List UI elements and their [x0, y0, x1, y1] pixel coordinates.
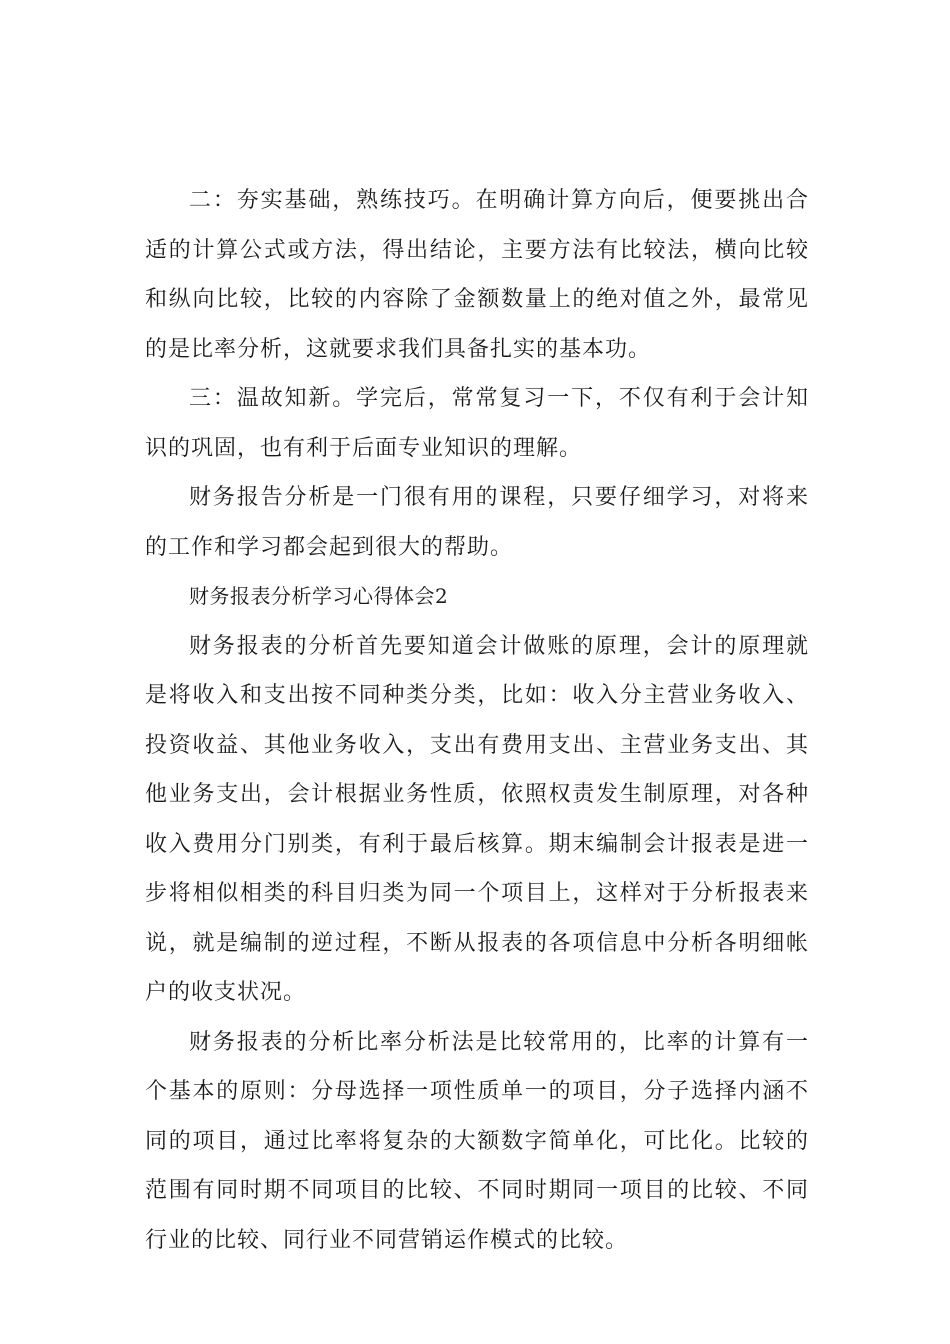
paragraph-summary: 财务报告分析是一门很有用的课程，只要仔细学习，对将来的工作和学习都会起到很大的帮助。	[145, 485, 809, 560]
document-body	[145, 176, 809, 1265]
paragraph-accounting-principle: 财务报表的分析首先要知道会计做账的原理，会计的原理就是将收入和支出按不同种类分类，比如：收入分主营业务收入、投资收益、其他业务收入，支出有费用支出、主营业务支出、其他业务支出，会计根据业务性质，依照权责发生制原理，对各种收入费用分门别类，有利于最后核算。期末编制会计报表是进一步将相似相类的科目归类为同一个项目上，这样对于分析报表来说，就是编制的逆过程，不断从报表的各项信息中分析各明细帐户的收支状况。	[145, 633, 809, 1005]
paragraph-basics: 二：夯实基础，熟练技巧。在明确计算方向后，便要挑出合适的计算公式或方法，得出结论，主要方法有比较法，横向比较和纵向比较，比较的内容除了金额数量上的绝对值之外，最常见的是比率分析，这就要求我们具备扎实的基本功。	[145, 188, 809, 362]
paragraph-review: 三：温故知新。学完后，常常复习一下，不仅有利于会计知识的巩固，也有利于后面专业知识的理解。	[145, 386, 809, 461]
section-heading: 财务报表分析学习心得体会2	[189, 584, 449, 608]
paragraph-ratio-analysis: 财务报表的分析比率分析法是比较常用的，比率的计算有一个基本的原则：分母选择一项性质单一的项目，分子选择内涵不同的项目，通过比率将复杂的大额数字简单化，可比化。比较的范围有同时期不同项目的比较、不同时期同一项目的比较、不同行业的比较、同行业不同营销运作模式的比较。	[145, 1029, 809, 1253]
